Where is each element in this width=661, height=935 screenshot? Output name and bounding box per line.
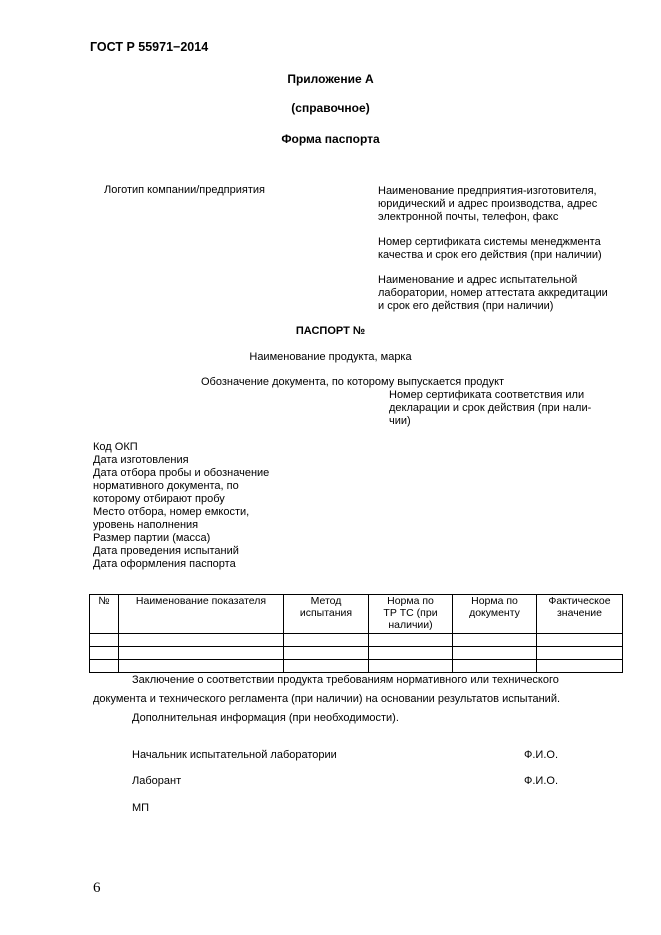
signature-role-head: Начальник испытательной лаборатории bbox=[132, 749, 337, 761]
table-cell bbox=[369, 647, 453, 660]
conclusion-line-1: Заключение о соответствии продукта требованиям нормативного или технического bbox=[132, 674, 559, 686]
column-header-norm-document: Норма по документу bbox=[453, 595, 537, 634]
page-number: 6 bbox=[93, 880, 101, 896]
field-sampling-date: нормативного документа, по bbox=[93, 480, 239, 492]
signature-role-assistant: Лаборант bbox=[132, 775, 182, 787]
company-info-line: юридический и адрес производства, адрес bbox=[378, 198, 598, 210]
field-issue-date: Дата оформления паспорта bbox=[93, 558, 236, 570]
table-cell bbox=[90, 634, 119, 647]
column-header-indicator: Наименование показателя bbox=[119, 595, 284, 634]
field-sampling-date: Дата отбора пробы и обозначение bbox=[93, 467, 270, 479]
field-test-date: Дата проведения испытаний bbox=[93, 545, 239, 557]
table-cell bbox=[119, 647, 284, 660]
table-row bbox=[90, 660, 623, 673]
additional-info: Дополнительная информация (при необходимости). bbox=[132, 712, 399, 724]
column-header-actual-value: Фактическое значение bbox=[537, 595, 623, 634]
company-info-2 bbox=[378, 236, 602, 262]
certificate-line: Номер сертификата соответствия или bbox=[389, 389, 585, 401]
table-cell bbox=[537, 647, 623, 660]
company-info-1 bbox=[378, 185, 597, 224]
field-production-date: Дата изготовления bbox=[93, 454, 189, 466]
table-row bbox=[90, 634, 623, 647]
table-cell bbox=[284, 647, 369, 660]
column-header-norm-trts: Норма по ТР ТС (при наличии) bbox=[369, 595, 453, 634]
table-cell bbox=[369, 634, 453, 647]
table-header-row bbox=[90, 595, 623, 634]
table-cell bbox=[119, 660, 284, 673]
standard-code: ГОСТ Р 55971−2014 bbox=[90, 40, 209, 54]
signature-name-head: Ф.И.О. bbox=[524, 749, 558, 761]
company-info-line: электронной почты, телефон, факс bbox=[378, 211, 559, 223]
table-cell bbox=[284, 660, 369, 673]
company-info-line: лаборатории, номер аттестата аккредитации bbox=[378, 287, 608, 299]
company-info-line: Номер сертификата системы менеджмента bbox=[378, 236, 601, 248]
annex-type: (справочное) bbox=[291, 101, 370, 115]
table-cell bbox=[537, 660, 623, 673]
table-cell bbox=[453, 647, 537, 660]
certificate-info bbox=[389, 389, 591, 428]
table-cell bbox=[453, 660, 537, 673]
signature-name-assistant: Ф.И.О. bbox=[524, 775, 558, 787]
product-name: Наименование продукта, марка bbox=[249, 351, 412, 363]
table-row bbox=[90, 647, 623, 660]
certificate-line: чии) bbox=[389, 415, 411, 427]
table-cell bbox=[369, 660, 453, 673]
field-okp-code: Код ОКП bbox=[93, 441, 138, 453]
table-cell bbox=[453, 634, 537, 647]
company-info-line: качества и срок его действия (при наличии) bbox=[378, 249, 602, 261]
table-cell bbox=[119, 634, 284, 647]
passport-fields bbox=[93, 441, 269, 571]
document-designation: Обозначение документа, по которому выпускается продукт bbox=[201, 376, 505, 388]
company-info-line: Наименование предприятия-изготовителя, bbox=[378, 185, 597, 197]
test-results-table bbox=[89, 594, 623, 673]
field-batch-size: Размер партии (масса) bbox=[93, 532, 211, 544]
passport-title: ПАСПОРТ № bbox=[295, 325, 366, 337]
column-header-method: Метод испытания bbox=[284, 595, 369, 634]
logo-label: Логотип компании/предприятия bbox=[104, 184, 265, 196]
table-cell bbox=[90, 660, 119, 673]
annex-subtitle: Форма паспорта bbox=[281, 132, 380, 146]
certificate-line: декларации и срок действия (при нали- bbox=[389, 402, 592, 414]
column-header-number: № bbox=[90, 595, 119, 634]
company-info-3 bbox=[378, 274, 608, 313]
annex-title: Приложение А bbox=[287, 72, 374, 86]
conclusion-line-2: документа и технического регламента (при наличии) на основании результатов испытаний. bbox=[93, 693, 561, 705]
stamp-label: МП bbox=[132, 802, 150, 814]
company-info-line: и срок его действия (при наличии) bbox=[378, 300, 554, 312]
field-sampling-place: уровень наполнения bbox=[93, 519, 199, 531]
company-info-line: Наименование и адрес испытательной bbox=[378, 274, 578, 286]
field-sampling-date: которому отбирают пробу bbox=[93, 493, 225, 505]
field-sampling-place: Место отбора, номер емкости, bbox=[93, 506, 250, 518]
table-cell bbox=[284, 634, 369, 647]
table-cell bbox=[537, 634, 623, 647]
table-cell bbox=[90, 647, 119, 660]
